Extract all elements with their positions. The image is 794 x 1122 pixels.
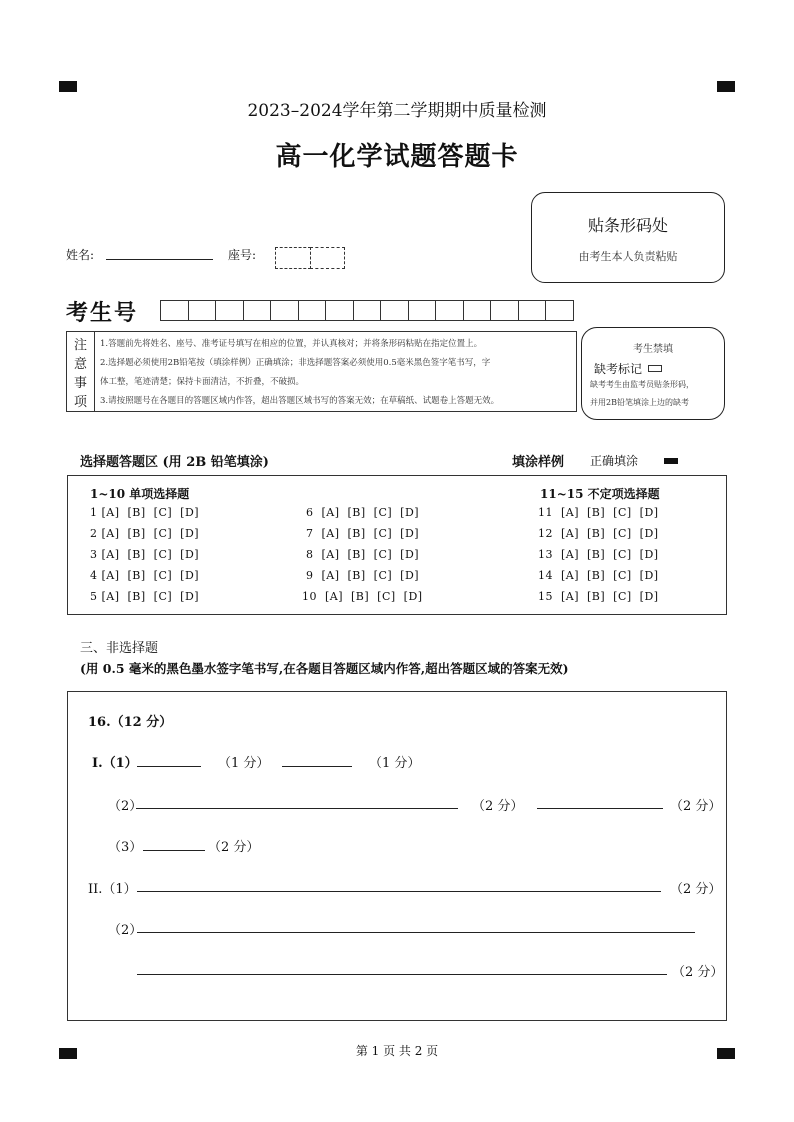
student-id-box[interactable]: [380, 300, 409, 321]
nonchoice-title: 三、非选择题: [80, 641, 159, 656]
choice-row[interactable]: 13 [A] [B] [C] [D]: [538, 548, 659, 561]
q16-part1-3-score: （2 分）: [208, 840, 260, 855]
choice-row[interactable]: 11 [A] [B] [C] [D]: [538, 506, 659, 519]
q16-part2-1-score: （2 分）: [670, 882, 722, 897]
student-id-box[interactable]: [270, 300, 299, 321]
q16-part2-2-blank-1[interactable]: [137, 932, 695, 933]
choice-row[interactable]: 7 [A] [B] [C] [D]: [306, 527, 420, 540]
notes-heading-char: 意: [73, 357, 87, 372]
card-title: 高一化学试题答题卡: [275, 142, 519, 172]
barcode-title: 贴条形码处: [587, 216, 668, 235]
q16-part2-2-blank-2[interactable]: [137, 974, 667, 975]
examiner-only-title: 考生禁填: [633, 344, 673, 355]
name-field[interactable]: [106, 259, 213, 260]
correct-fill-sample: [664, 458, 678, 464]
choice-row[interactable]: 15 [A] [B] [C] [D]: [538, 590, 659, 603]
choice-row[interactable]: 3 [A] [B] [C] [D]: [90, 548, 200, 561]
barcode-area[interactable]: [531, 192, 725, 283]
q16-part1-2-blank-b[interactable]: [537, 808, 663, 809]
notes-heading-char: 项: [73, 395, 87, 410]
q16-part2-1-blank[interactable]: [137, 891, 661, 892]
student-id-box[interactable]: [243, 300, 272, 321]
q16-title: 16.（12 分）: [88, 715, 173, 730]
student-id-box[interactable]: [408, 300, 437, 321]
student-id-box[interactable]: [353, 300, 382, 321]
student-id-box[interactable]: [325, 300, 354, 321]
notes-heading-char: 注: [73, 338, 87, 353]
choice-row[interactable]: 14 [A] [B] [C] [D]: [538, 569, 659, 582]
q16-part1-3-label: （3）: [108, 840, 143, 855]
student-id-box[interactable]: [490, 300, 519, 321]
choice-row[interactable]: 9 [A] [B] [C] [D]: [306, 569, 420, 582]
notes-box: [66, 331, 577, 412]
correct-fill-label: 正确填涂: [590, 454, 639, 468]
q16-part2-1-label: II.（1）: [88, 882, 137, 897]
q16-part2-2-score: （2 分）: [672, 965, 724, 980]
q16-part1-3-blank[interactable]: [143, 850, 205, 851]
q16-part1-2-score-a: （2 分）: [472, 799, 524, 814]
student-id-box[interactable]: [188, 300, 217, 321]
notes-line: 3.请按照题号在各题目的答题区域内作答，超出答题区域书写的答案无效；在草稿纸、试题卷上答题无效。: [100, 396, 500, 406]
absent-mark: [594, 360, 662, 377]
student-id-box[interactable]: [518, 300, 547, 321]
q16-part1-2-score-b: （2 分）: [670, 799, 722, 814]
absent-note-line: 缺考考生由监考员贴条形码，: [590, 380, 694, 389]
absent-note-line: 并用2B铅笔填涂上边的缺考: [590, 398, 689, 407]
student-id-box[interactable]: [545, 300, 574, 321]
alignment-mark-top-left: [59, 81, 77, 92]
notes-line: 1.答题前先将姓名、座号、准考证号填写在相应的位置，并认真核对；并将条形码粘贴在指定位置上。: [100, 339, 483, 349]
barcode-note: 由考生本人负责粘贴: [578, 250, 678, 263]
q16-part1-1-score-b: （1 分）: [369, 756, 421, 771]
multiple-choice-title: 11~15 不定项选择题: [540, 487, 660, 501]
choice-section-title: 选择题答题区 (用 2B 铅笔填涂): [80, 455, 269, 470]
exam-title: 2023–2024学年第二学期期中质量检测: [247, 101, 547, 121]
student-id-box[interactable]: [160, 300, 189, 321]
alignment-mark-top-right: [717, 81, 735, 92]
choice-row[interactable]: 10 [A] [B] [C] [D]: [302, 590, 423, 603]
q16-part1-1-score-a: （1 分）: [218, 756, 270, 771]
q16-part1-2-blank-a[interactable]: [136, 808, 458, 809]
student-id-box[interactable]: [298, 300, 327, 321]
seat-digit-2[interactable]: [310, 247, 345, 269]
choice-row[interactable]: 2 [A] [B] [C] [D]: [90, 527, 200, 540]
student-id-box[interactable]: [435, 300, 464, 321]
student-id-label: 考生号: [66, 300, 139, 326]
student-id-box[interactable]: [463, 300, 492, 321]
seat-label: 座号:: [228, 248, 257, 262]
choice-row[interactable]: 5 [A] [B] [C] [D]: [90, 590, 200, 603]
absent-mark-checkbox[interactable]: [648, 365, 662, 372]
single-choice-title: 1~10 单项选择题: [90, 487, 190, 501]
notes-body: [95, 332, 576, 411]
choice-row[interactable]: 1 [A] [B] [C] [D]: [90, 506, 200, 519]
student-id-boxes: [160, 300, 573, 321]
choice-row[interactable]: 4 [A] [B] [C] [D]: [90, 569, 200, 582]
absent-mark-label: 缺考标记: [594, 362, 643, 376]
notes-line: 2.选择题必须使用2B铅笔按（填涂样例）正确填涂；非选择题答案必须使用0.5毫米黑色签字笔书写，字: [100, 358, 491, 368]
q16-part1-2-label: （2）: [108, 799, 143, 814]
choice-row[interactable]: 8 [A] [B] [C] [D]: [306, 548, 420, 561]
notes-heading: [67, 332, 95, 411]
q16-part2-2-label: （2）: [108, 923, 143, 938]
page-number: 第 1 页 共 2 页: [355, 1044, 439, 1058]
q16-part1-1-blank-b[interactable]: [282, 766, 352, 767]
seat-digit-1[interactable]: [275, 247, 311, 269]
q16-answer-area: [67, 691, 727, 1021]
student-id-box[interactable]: [215, 300, 244, 321]
nonchoice-instruction: (用 0.5 毫米的黑色墨水签字笔书写,在各题目答题区域内作答,超出答题区域的答案无效): [80, 661, 569, 676]
choice-row[interactable]: 6 [A] [B] [C] [D]: [306, 506, 420, 519]
q16-part1-1-blank-a[interactable]: [137, 766, 201, 767]
examiner-only-box: [581, 327, 725, 420]
notes-heading-char: 事: [73, 376, 87, 391]
q16-part1-1-label: I.（1）: [92, 756, 138, 771]
choice-row[interactable]: 12 [A] [B] [C] [D]: [538, 527, 659, 540]
name-label: 姓名:: [66, 248, 95, 262]
notes-line: 体工整，笔迹清楚；保持卡面清洁，不折叠，不破损。: [100, 377, 305, 387]
sample-label: 填涂样例: [512, 455, 565, 470]
